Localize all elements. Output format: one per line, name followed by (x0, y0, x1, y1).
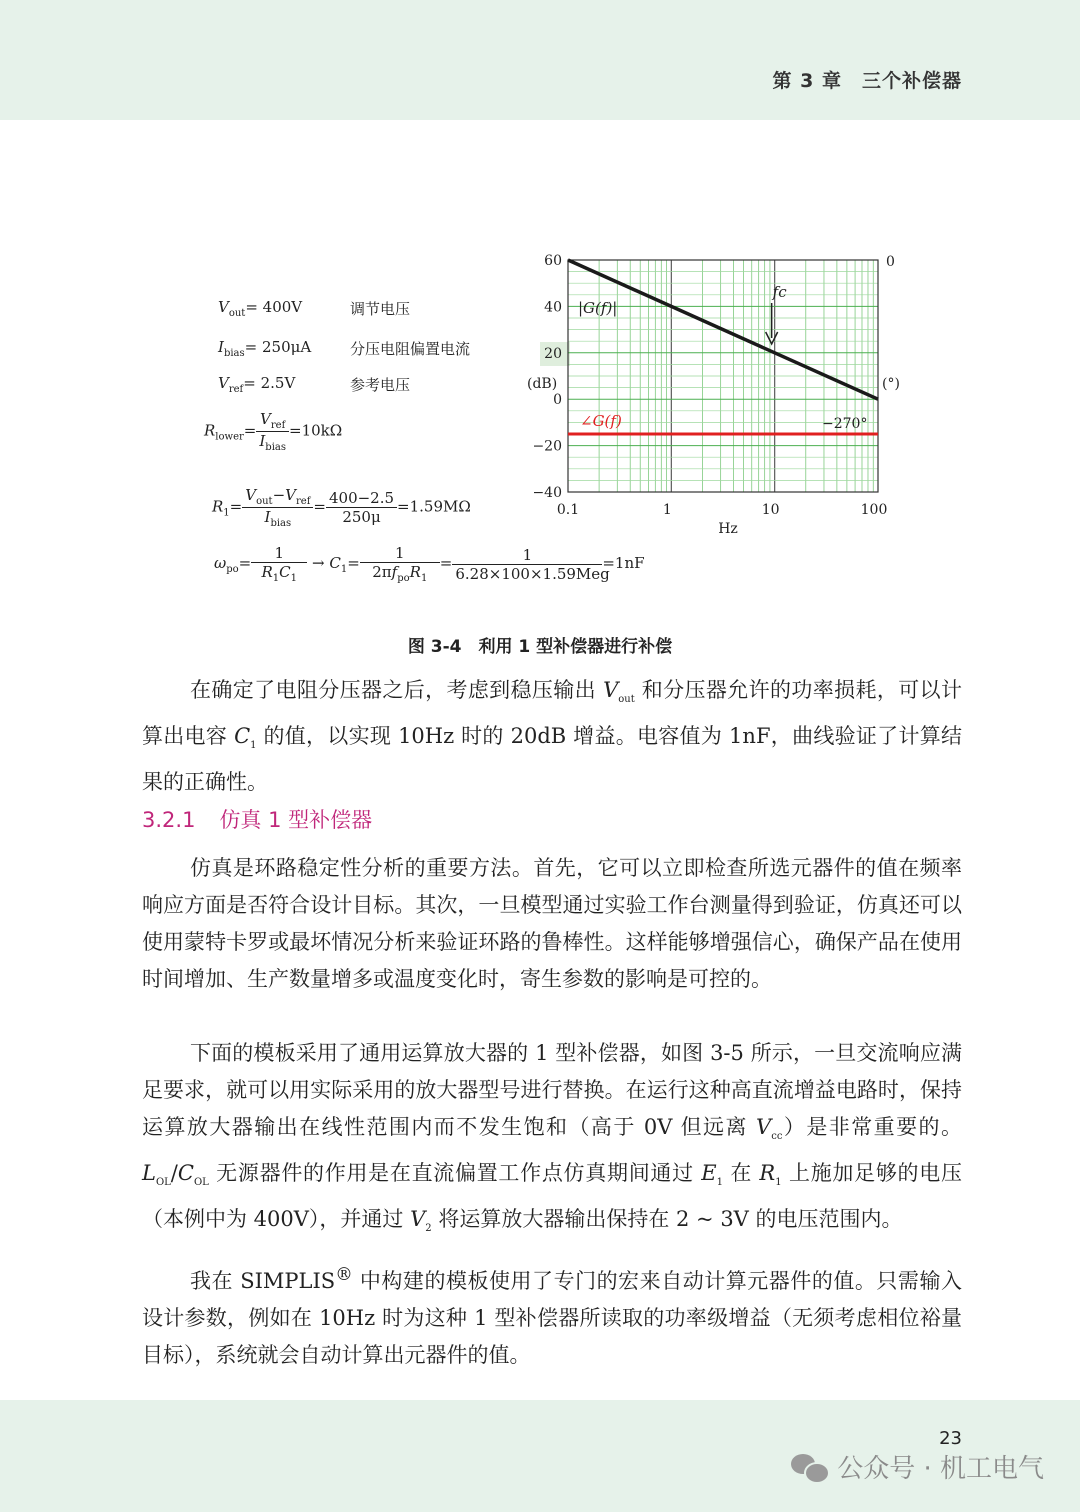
x-tick-label: 100 (860, 502, 888, 518)
vref-value: = 2.5V (243, 374, 296, 392)
rlower-result: =10kΩ (289, 421, 343, 440)
figure-caption: 图 3-4 利用 1 型补偿器进行补偿 (407, 637, 673, 657)
watermark-text: 公众号 · 机工电气 (837, 1454, 1044, 1484)
vout-line: $V_{out}= 400V$ 调节电压 (218, 298, 411, 319)
y-tick-label: 60 (544, 253, 562, 269)
r1-numerator: 400−2.5 (326, 489, 397, 508)
paragraph-2: 仿真是环路稳定性分析的重要方法。首先，它可以立即检查所选元器件的值在频率响应方面是否符合设计目标。其次，一旦模型通过实验工作台测量得到验证，仿真还可以使用蒙特卡罗或最坏情况分析来验证环路的鲁棒性。这样能够增强信心，确保产品在使用时间增加、生产数量增多或温度变化时，寄生参数的影响是可控的。 (142, 856, 962, 991)
section-number: 3.2.1 (142, 808, 196, 832)
x-tick-label: 1 (662, 502, 672, 518)
x-tick-label: 0.1 (556, 502, 580, 518)
ibias-label: 分压电阻偏置电流 (350, 340, 471, 358)
r1-result: =1.59MΩ (397, 497, 471, 516)
y-tick-label: 40 (544, 299, 562, 316)
chart-grid (568, 260, 878, 492)
right-tick-label: 0 (886, 254, 895, 270)
chapter-heading: 第 3 章 三个补偿器 (772, 70, 962, 92)
ibias-line: $I_{bias}= 250\mu A$ 分压电阻偏置电流 (218, 338, 471, 359)
paragraph-3: 下面的模板采用了通用运算放大器的 1 型补偿器，如图 3-5 所示，一旦交流响应满足要求，就可以用实际采用的放大器型号进行替换。在运行这种高直流增益电路时，保持运算放大器输出在线性范围内而不发生饱和（高于 0V 但远离 $V_{cc}$）是非常重要的。$L_{OL}/C_{OL}$ 无源器件的作用是在直流偏置工作点仿真期间通过 $E_1$ 在 $R_1$ 上施加足够的电压（本例中为 400V），并通过 $V_2$ 将运算放大器输出保持在 2 ~ 3V 的电压范围内。 (142, 1041, 962, 1235)
r1-denominator: 250μ (342, 508, 381, 526)
r1-formula: $R_1=$ $\frac{V_{out}-V_{ref}}{I_{bias}}$ = $\frac{400-2.5}{250\mu}$ =1.59MΩ (212, 486, 471, 529)
vref-line: $V_{ref}= 2.5V$ 参考电压 (218, 374, 411, 395)
watermark (791, 1448, 1044, 1485)
rlower-formula: $R_{lower}=$ $\frac{V_{ref}}{I_{bias}}$ =10kΩ (204, 410, 343, 453)
x-tick-label: 10 (761, 502, 780, 518)
wechat-icon (791, 1452, 829, 1482)
vout-label: 调节电压 (350, 300, 411, 318)
c1-denominator: 6.28×100×1.59Meg (455, 564, 610, 583)
paragraph-4: 我在 SIMPLIS® 中构建的模板使用了专门的宏来自动计算元器件的值。只需输入设计参数，例如在 10Hz 时为这种 1 型补偿器所读取的功率级增益（无须考虑相位裕量目标），系统就会自动计算出元器件的值。 (142, 1265, 962, 1367)
c1-result: =1nF (602, 554, 645, 572)
bode-chart (0, 0, 1080, 600)
section-title: 仿真 1 型补偿器 (219, 808, 373, 832)
vout-value: = 400V (245, 298, 303, 316)
section-heading (142, 804, 372, 834)
c1-formula: $\omega_{po}=$ $\frac{1}{R_1C_1}$ → $C_1=$ $\frac{1}{2\pi f_{po}R_1}$ = $\frac{1}{\text{6.28×100×1.59Meg}}$ =1nF (214, 544, 645, 584)
magnitude-series-label: |G(f)| (578, 299, 618, 317)
right-axis-label: (°) (882, 376, 900, 392)
ibias-value: = 250μA (244, 338, 312, 356)
phase-series-label: ∠G(f) (580, 412, 622, 430)
fc-label: fc (772, 283, 787, 301)
y-axis-label: (dB) (527, 376, 558, 392)
x-axis-label: Hz (718, 521, 738, 537)
page-number: 23 (939, 1428, 962, 1449)
y-tick-label: −20 (532, 438, 562, 455)
y-tick-label: −40 (532, 485, 562, 501)
phase-value-label: −270° (822, 416, 868, 432)
vref-label: 参考电压 (350, 376, 411, 394)
y-tick-label: 0 (553, 392, 562, 409)
paragraph-1: 在确定了电阻分压器之后，考虑到稳压输出 $V_{out}$ 和分压器允许的功率损耗，可以计算出电容 $C_1$ 的值，以实现 10Hz 时的 20dB 增益。电容值为 1nF，曲线验证了计算结果的正确性。 (142, 678, 962, 795)
y-tick-label: 20 (544, 345, 562, 362)
